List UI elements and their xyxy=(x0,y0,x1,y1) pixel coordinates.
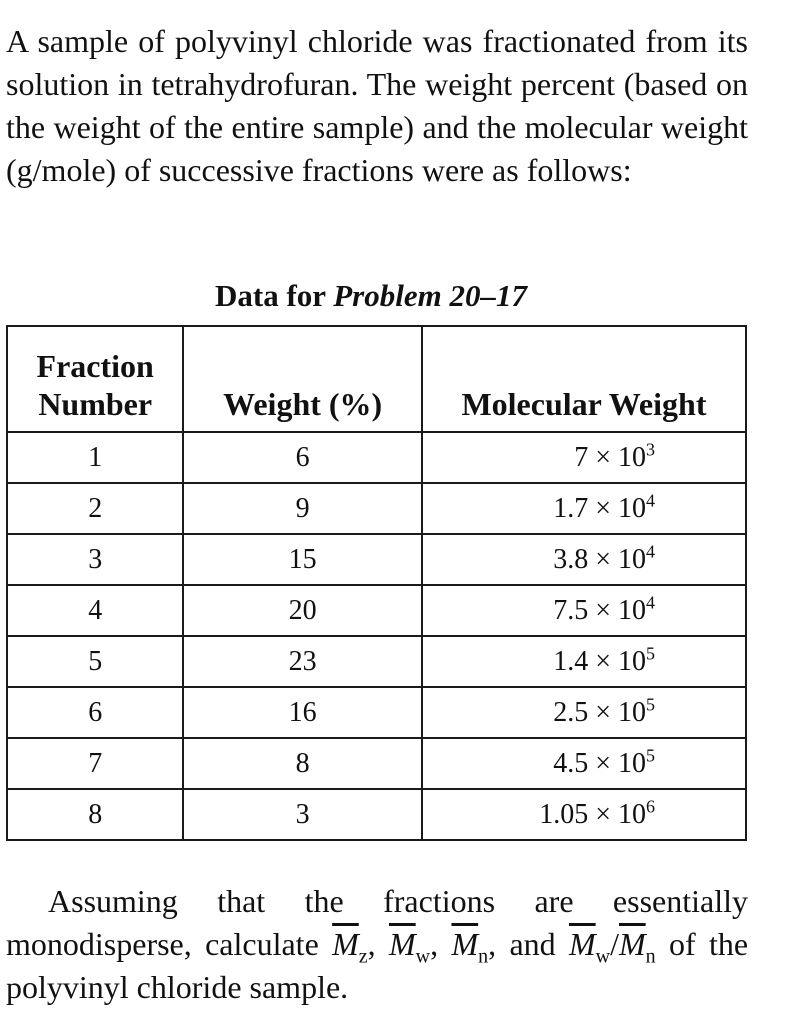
cell-molecular-weight xyxy=(422,432,746,483)
symbol-and: , and xyxy=(488,926,569,962)
symbol-mz-sub: z xyxy=(358,945,368,968)
mw-base: 7.5 × 10 xyxy=(553,594,646,626)
table-row xyxy=(7,687,746,738)
mw-exponent: 4 xyxy=(646,541,655,562)
symbol-comma-1: , xyxy=(367,926,389,962)
cell-weight: 20 xyxy=(183,585,422,636)
table-row xyxy=(7,432,746,483)
symbol-comma-2: , xyxy=(430,926,452,962)
symbol-mn-m: $\overline{M}$ xyxy=(451,926,479,962)
cell-molecular-weight xyxy=(422,636,746,687)
mw-exponent: 4 xyxy=(646,490,655,511)
cell-weight: 15 xyxy=(183,534,422,585)
cell-fraction: 6 xyxy=(7,687,183,738)
table-caption xyxy=(0,278,742,314)
mw-exponent: 5 xyxy=(646,694,655,715)
cell-weight: 23 xyxy=(183,636,422,687)
data-table xyxy=(6,325,747,841)
mw-exponent: 6 xyxy=(646,796,655,817)
mw-base: 3.8 × 10 xyxy=(553,543,646,575)
header-molecular-weight: Molecular Weight xyxy=(422,326,746,432)
mw-exponent: 4 xyxy=(646,592,655,613)
question-part1: Assuming that the fractions are essentially monodisperse, calculate xyxy=(6,883,748,962)
cell-fraction: 5 xyxy=(7,636,183,687)
mw-exponent: 5 xyxy=(646,643,655,664)
mw-base: 4.5 × 10 xyxy=(553,747,646,779)
problem-question xyxy=(6,880,748,1009)
table-row xyxy=(7,738,746,789)
symbol-ratio-mn-m: $\overline{M}$ xyxy=(618,926,646,962)
symbol-slash: / xyxy=(610,926,619,962)
question-part2: of the polyvinyl chloride sample. xyxy=(6,926,749,1005)
cell-fraction: 4 xyxy=(7,585,183,636)
cell-weight: 8 xyxy=(183,738,422,789)
symbol-mw-m: $\overline{M}$ xyxy=(389,926,416,962)
caption-prefix: Data for xyxy=(215,278,334,313)
symbol-mn-sub: n xyxy=(478,945,489,968)
symbol-ratio-mw-m: $\overline{M}$ xyxy=(568,926,596,962)
header-fraction-line2: Number xyxy=(38,386,153,422)
cell-molecular-weight xyxy=(422,585,746,636)
mw-base: 2.5 × 10 xyxy=(553,696,646,728)
mw-exponent: 5 xyxy=(646,745,655,766)
table-header-row xyxy=(7,326,746,432)
header-fraction-line1: Fraction xyxy=(36,348,154,384)
cell-molecular-weight xyxy=(422,483,746,534)
problem-intro: A sample of polyvinyl chloride was fractionated from its solution in tetrahydrofuran. The weight percent (based on the weight of the entire sample) and the molecular weight (g/mole) of successive fractions were as follows: xyxy=(6,23,748,188)
mw-base: 1.4 × 10 xyxy=(553,645,646,677)
cell-fraction: 7 xyxy=(7,738,183,789)
symbol-mw-sub: w xyxy=(415,945,431,968)
symbol-mz-m: $\overline{M}$ xyxy=(332,926,359,962)
cell-fraction: 2 xyxy=(7,483,183,534)
table-row xyxy=(7,585,746,636)
header-weight: Weight (%) xyxy=(183,326,422,432)
symbol-ratio-mw-sub: w xyxy=(595,945,611,968)
cell-fraction: 1 xyxy=(7,432,183,483)
mw-exponent: 3 xyxy=(646,439,655,460)
cell-weight: 6 xyxy=(183,432,422,483)
mw-base: 7 × 10 xyxy=(574,441,646,473)
caption-problem-number: Problem 20–17 xyxy=(333,278,527,313)
cell-weight: 3 xyxy=(183,789,422,840)
cell-fraction: 8 xyxy=(7,789,183,840)
table-row xyxy=(7,483,746,534)
symbol-ratio-mn-sub: n xyxy=(645,945,656,968)
mw-base: 1.7 × 10 xyxy=(553,492,646,524)
table-row xyxy=(7,534,746,585)
cell-fraction: 3 xyxy=(7,534,183,585)
table-row xyxy=(7,636,746,687)
table-row xyxy=(7,789,746,840)
header-fraction-number xyxy=(7,326,183,432)
mw-base: 1.05 × 10 xyxy=(539,798,646,830)
cell-molecular-weight xyxy=(422,534,746,585)
cell-weight: 9 xyxy=(183,483,422,534)
cell-molecular-weight xyxy=(422,738,746,789)
cell-weight: 16 xyxy=(183,687,422,738)
cell-molecular-weight xyxy=(422,687,746,738)
cell-molecular-weight xyxy=(422,789,746,840)
